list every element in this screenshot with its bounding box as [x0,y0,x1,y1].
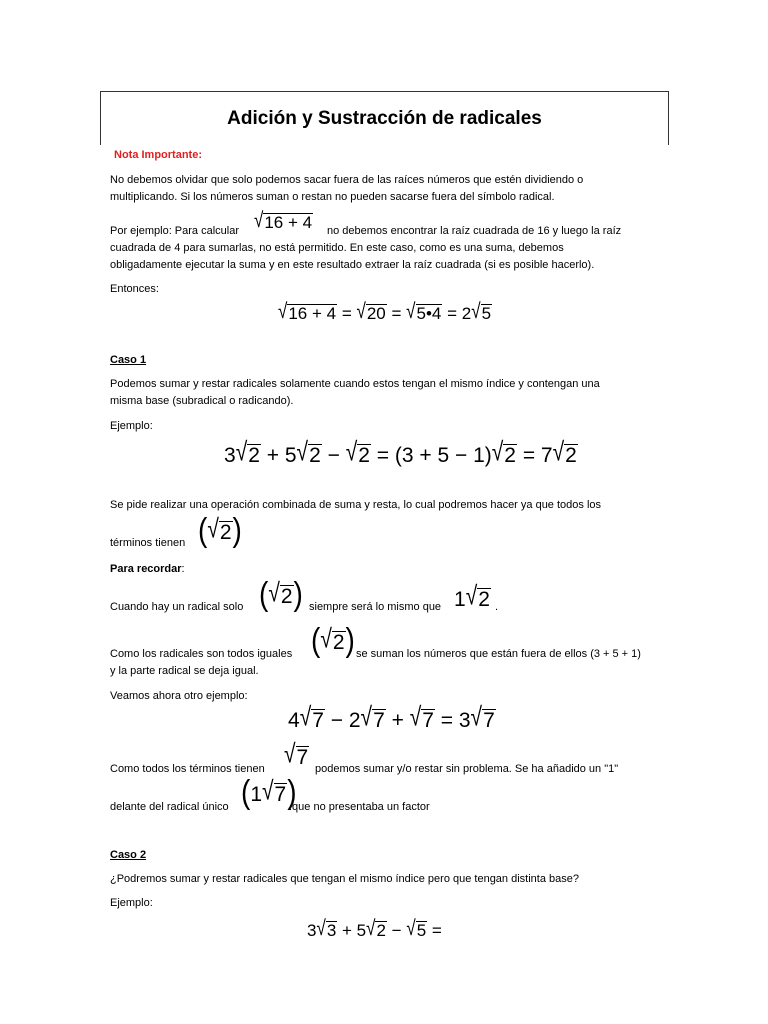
eq3-c1: 4 [288,709,300,732]
eq1-equals-3: = [447,304,458,323]
eq1-equals-2: = [391,304,402,323]
eq3-r4: 7 [483,709,495,732]
eq1-radicand-b: 20 [366,304,386,323]
para-recordar-heading [110,561,185,578]
eq3-c3: + [391,709,404,732]
one-coef-7: 1 [250,783,263,806]
eq4-r1: 3 [326,921,337,940]
paren-r-b: 2 [280,585,293,608]
equation-4: 3√3 + 5√2 − √5 = [307,916,442,940]
equation-3: 4√7 − 2√7 + √7 = 3√7 [288,703,495,732]
como-line-2: y la parte radical se deja igual. [110,665,259,677]
entonces-label: Entonces: [110,283,159,295]
paren-r-c: 2 [332,631,345,654]
caso-1-line-1: Podemos sumar y restar radicales solamente cuando estos tengan el mismo índice y contengan una [110,378,600,390]
intro-line-2: multiplicando. Si los números suman o restan no pueden sacarse fuera del símbolo radical. [110,191,555,203]
eq1-radicand-c: 5•4 [416,304,442,323]
eq4-c4: = [431,921,442,940]
inline-sqrt-16-plus-4: √16 + 4 [254,208,313,232]
eq3-r2: 7 [373,709,385,732]
eq1-equals-1: = [341,304,352,323]
ejemplo-line-3: obligadamente ejecutar la suma y en este resultado extraer la raíz cuadrada (si es posible hacerlo). [110,259,595,271]
eq2-c4: = (3 + 5 − 1) [376,444,492,467]
one-coef: 1 [454,588,466,611]
explica-line-2: términos tienen [110,537,186,549]
explica-line-1: Se pide realizar una operación combinada de suma y resta, lo cual podremos hacer ya que todos los [110,499,602,511]
eq2-r3: 2 [358,444,370,467]
paren-r7: 7 [274,783,287,806]
cuando-pre: Cuando hay un radical solo [110,601,244,613]
ejemplo-line-1-post: no debemos encontrar la raíz cuadrada de 16 y luego la raíz [327,225,622,237]
todos-line-1-post: podemos sumar y/o restar sin problema. Se ha añadido un "1" [315,763,619,775]
para-recordar-label: Para recordar [110,563,182,575]
one-sqrt-2: 1√2 [454,582,490,611]
eq2-c2: + 5 [266,444,297,467]
caso-1-ejemplo: Ejemplo: [110,420,153,432]
ejemplo-line-2: cuadrada de 4 para sumarlas, no está permitido. En este caso, como es una suma, debemos [110,242,564,254]
equation-1: √16 + 4 = √20 = √5•4 = 2√5 [278,299,492,323]
para-recordar-colon: : [181,563,185,575]
eq4-r3: 5 [416,921,427,940]
paren-sqrt-2-b: (√2) [259,574,303,612]
como-post: se suman los números que están fuera de ellos (3 + 5 + 1) [356,648,641,660]
todos-line-2-post: .que no presentaba un factor [289,801,430,813]
caso-2-heading: Caso 2 [110,849,147,861]
como-pre: Como los radicales son todos iguales [110,648,293,660]
equation-2: 3√2 + 5√2 − √2 = (3 + 5 − 1)√2 = 7√2 [224,438,577,467]
title-box [100,91,669,145]
eq2-r1: 2 [248,444,260,467]
ejemplo-line-1-pre: Por ejemplo: Para calcular [110,225,240,237]
cuando-post: . [495,601,499,613]
caso-2-line-1: ¿Podremos sumar y restar radicales que tengan el mismo índice pero que tengan distinta base? [110,873,579,885]
intro-line-1: No debemos olvidar que solo podemos sacar fuera de las raíces números que estén dividiendo o [110,174,584,186]
eq2-c5: = 7 [522,444,553,467]
page-title: Adición y Sustracción de radicales [227,108,542,129]
caso-2-ejemplo: Ejemplo: [110,897,153,909]
paren-one-sqrt-7: (1√7) [241,772,297,810]
eq3-c2: − 2 [330,709,361,732]
eq2-r4: 2 [504,444,516,467]
inline-r7: 7 [296,746,309,769]
eq1-radicand-e: 5 [481,304,492,323]
eq3-r3: 7 [422,709,434,732]
nota-importante-label: Nota Importante: [114,149,202,161]
eq2-c1: 3 [224,444,236,467]
eq1-radicand-a: 16 + 4 [288,304,337,323]
inline-sqrt-7: √7 [284,740,309,769]
radicand: 16 + 4 [264,213,313,232]
eq3-c4: = 3 [440,709,471,732]
eq2-c3: − [327,444,340,467]
paren-sqrt-2-c: (√2) [311,620,355,658]
todos-line-1-pre: Como todos los términos tienen [110,763,265,775]
eq4-c2: + 5 [342,921,367,940]
todos-line-2-pre: delante del radical único [110,801,229,813]
caso-1-heading: Caso 1 [110,354,147,366]
eq2-r5: 2 [565,444,577,467]
eq4-c3: − [391,921,402,940]
paren-sqrt-2-a: (√2) [198,510,242,548]
eq4-c1: 3 [307,921,317,940]
eq2-r2: 2 [309,444,321,467]
cuando-mid: siempre será lo mismo que [309,601,442,613]
paren-r-a: 2 [219,521,232,544]
eq3-r1: 7 [312,709,324,732]
eq1-coef-d: 2 [461,304,472,323]
caso-1-line-2: misma base (subradical o radicando). [110,395,294,407]
eq4-r2: 2 [376,921,386,940]
one-sqrt-r: 2 [478,588,490,611]
veamos-label: Veamos ahora otro ejemplo: [110,690,248,702]
